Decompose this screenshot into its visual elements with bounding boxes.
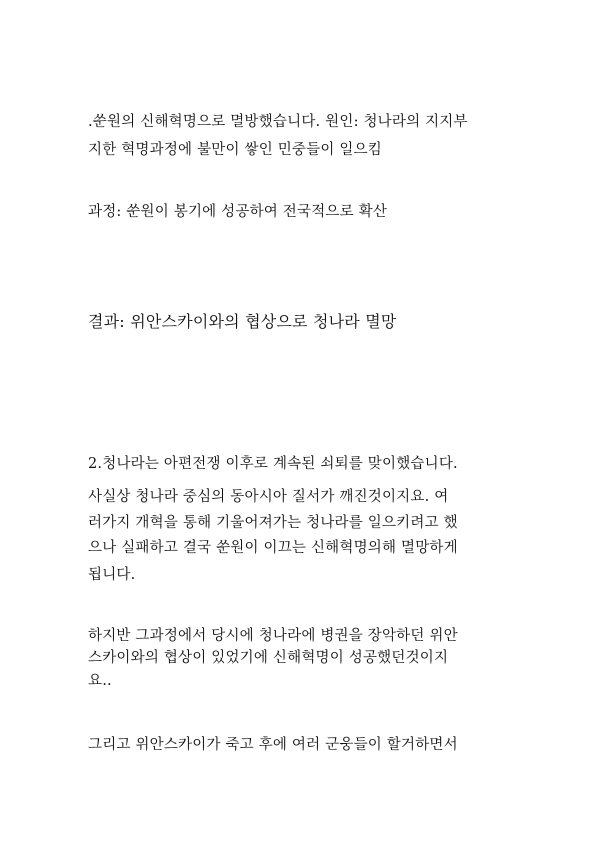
- text-line: 으나 실패하고 결국 쑨원이 이끄는 신해혁명의해 멸망하게: [88, 540, 458, 556]
- text-line: 됩니다.: [88, 567, 136, 583]
- text-line-section-2: 2.청나라는 아편전쟁 이후로 계속된 쇠퇴를 맞이했습니다.: [88, 456, 458, 472]
- text-line-cause-cont: 지한 혁명과정에 불만이 쌓인 민중들이 일으킴: [88, 142, 382, 158]
- text-line-result: 결과: 위안스카이와의 협상으로 청나라 멸망: [88, 312, 397, 331]
- text-line: 하지반 그과정에서 당시에 청나라에 병권을 장악하던 위안: [88, 628, 458, 644]
- text-line: 요..: [88, 673, 112, 689]
- text-line-process: 과정: 쑨원이 봉기에 성공하여 전국적으로 확산: [88, 204, 388, 220]
- text-line: 러가지 개혁을 통해 기울어져가는 청나라를 일으키려고 했: [88, 515, 458, 531]
- text-line: 그리고 위안스카이가 죽고 후에 여러 군웅들이 할거하면서: [88, 737, 458, 753]
- text-line: 사실상 청나라 중심의 동아시아 질서가 깨진것이지요. 여: [88, 489, 449, 505]
- text-line-cause: .쑨원의 신해혁명으로 멸방했습니다. 원인: 청나라의 지지부: [88, 114, 468, 130]
- text-line: 스카이와의 협상이 있었기에 신해혁명이 성공했던것이지: [88, 650, 449, 666]
